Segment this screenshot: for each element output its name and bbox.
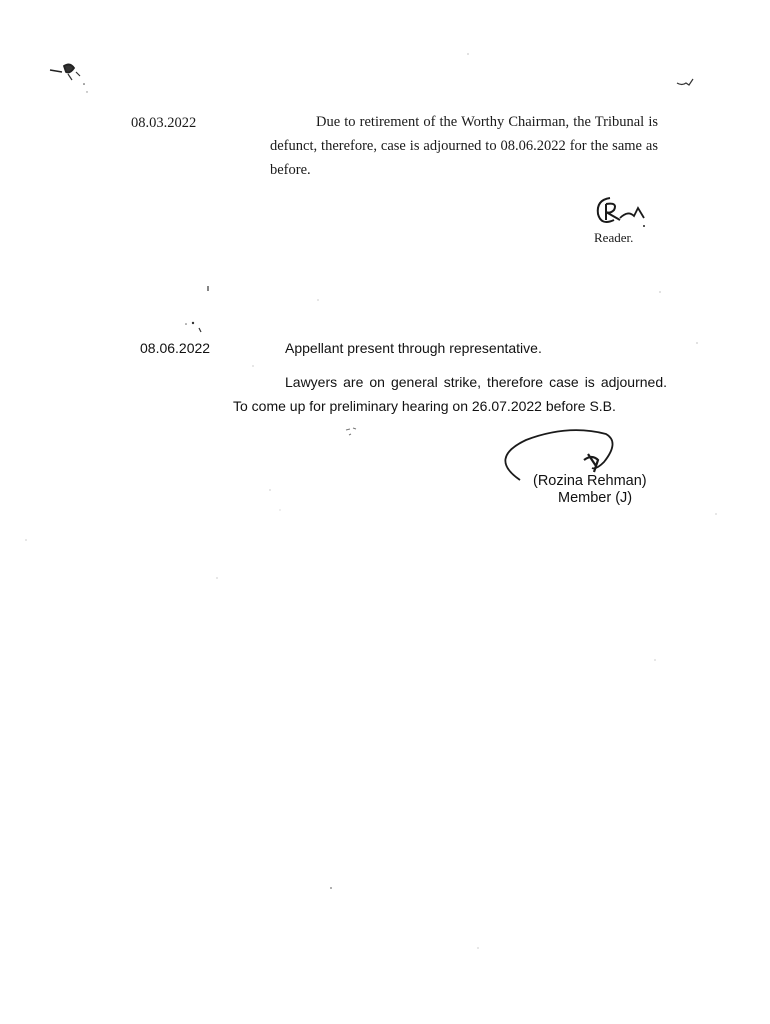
order-text: Lawyers are on general strike, therefore case is adjourned. To come up for preliminary hearing on 26.07.2022 before S.B.: [233, 374, 667, 414]
order-text: Appellant present through representative.: [285, 340, 542, 356]
member-name: (Rozina Rehman): [533, 473, 647, 489]
order-text: Due to retirement of the Worthy Chairman, the Tribunal is defunct, therefore, case is adjourned to 08.06.2022 for the same as before.: [270, 114, 658, 178]
reader-label: Reader.: [594, 230, 634, 245]
entry-date: 08.06.2022: [140, 340, 211, 356]
member-title: Member (J): [558, 490, 633, 506]
entry-date: 08.03.2022: [131, 115, 197, 131]
